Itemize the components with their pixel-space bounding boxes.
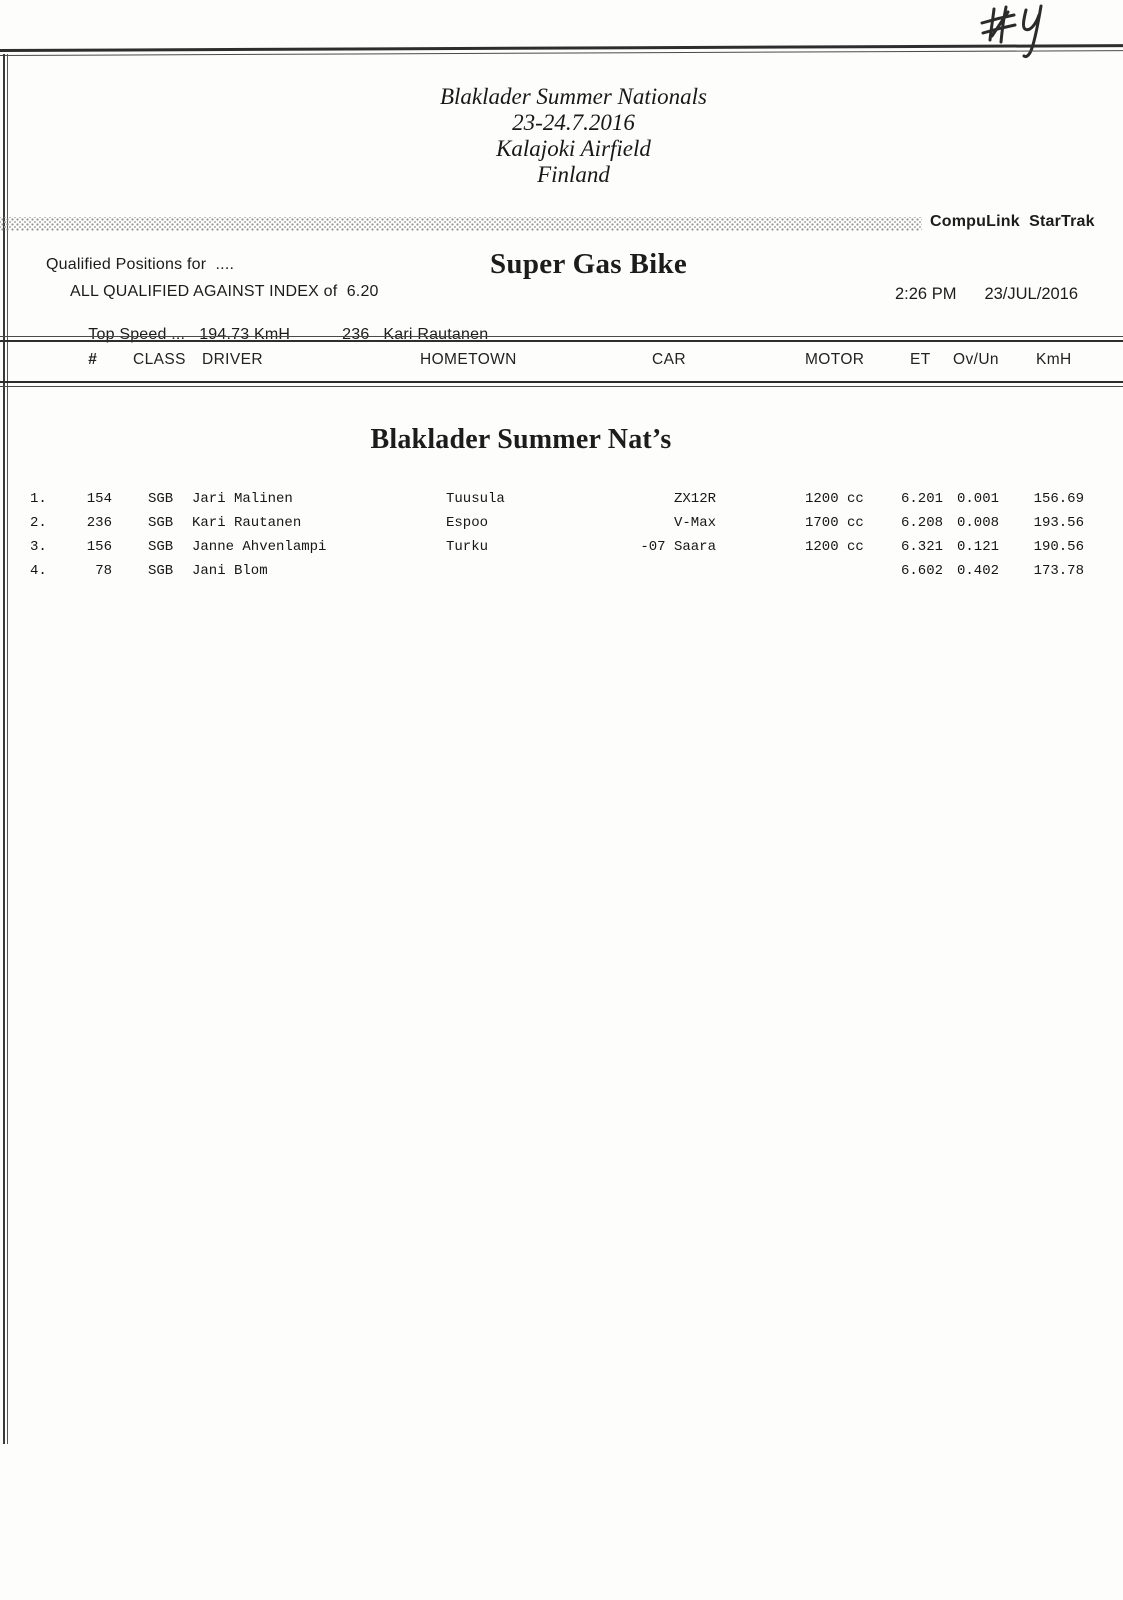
column-header-class: CLASS bbox=[133, 351, 186, 368]
category-title: Super Gas Bike bbox=[490, 248, 688, 280]
table-row bbox=[0, 535, 1123, 559]
cell-motor: 1200 cc bbox=[805, 491, 864, 507]
cell-driver: Kari Rautanen bbox=[192, 515, 302, 531]
column-header-position: # bbox=[88, 351, 98, 368]
event-title: Blaklader Summer Nationals bbox=[439, 84, 708, 109]
cell-ovun: 0.001 bbox=[956, 491, 999, 507]
column-header-motor: MOTOR bbox=[805, 351, 865, 368]
column-header-kmh: KmH bbox=[1036, 351, 1072, 368]
event-country: Finland bbox=[537, 162, 610, 187]
cell-number: 156 bbox=[86, 539, 112, 555]
table-header-bottom-rule bbox=[0, 381, 1123, 387]
event-dates: 23-24.7.2016 bbox=[512, 110, 635, 135]
cell-ovun: 0.008 bbox=[956, 515, 999, 531]
cell-ovun: 0.402 bbox=[956, 563, 999, 579]
column-header-hometown: HOMETOWN bbox=[420, 351, 517, 368]
cell-ovun: 0.121 bbox=[956, 539, 999, 555]
column-header-car: CAR bbox=[652, 351, 686, 368]
cell-number: 78 bbox=[95, 563, 112, 579]
handwritten-number-4-icon bbox=[978, 0, 1068, 62]
cell-driver: Jani Blom bbox=[192, 563, 268, 579]
table-row bbox=[0, 559, 1123, 583]
cell-et: 6.321 bbox=[900, 539, 943, 555]
top-speed-value: 194.73 KmH bbox=[199, 326, 291, 343]
cell-class: SGB bbox=[148, 563, 174, 579]
table-header-top-rule bbox=[0, 336, 1123, 342]
table-row bbox=[0, 511, 1123, 535]
results-table-body bbox=[0, 487, 1123, 583]
event-header bbox=[24, 84, 1123, 188]
cell-position: 4. bbox=[30, 563, 47, 579]
cell-kmh: 190.56 bbox=[1033, 539, 1084, 555]
cell-car: V-Max bbox=[673, 515, 716, 531]
halftone-separator-band bbox=[0, 217, 922, 231]
cell-hometown: Turku bbox=[446, 539, 489, 555]
column-header-et: ET bbox=[910, 351, 931, 368]
page-left-double-rule bbox=[3, 54, 8, 1444]
print-date: 23/JUL/2016 bbox=[984, 285, 1079, 303]
cell-hometown: Tuusula bbox=[446, 491, 505, 507]
cell-car: ZX12R bbox=[673, 491, 716, 507]
qualified-index-line: ALL QUALIFIED AGAINST INDEX of 6.20 bbox=[70, 283, 379, 300]
column-header-ovun: Ov/Un bbox=[953, 351, 999, 368]
cell-car: -07 Saara bbox=[640, 539, 716, 555]
page-top-double-rule bbox=[0, 44, 1123, 56]
qualified-positions-label: Qualified Positions for .... bbox=[46, 256, 235, 273]
print-time: 2:26 PM bbox=[895, 285, 957, 303]
cell-hometown: Espoo bbox=[446, 515, 489, 531]
handwritten-page-mark bbox=[978, 0, 1068, 62]
top-speed-label: Top Speed ... bbox=[88, 326, 186, 343]
top-speed-bike-number: 236 bbox=[342, 326, 370, 343]
cell-motor: 1700 cc bbox=[805, 515, 864, 531]
cell-number: 236 bbox=[86, 515, 112, 531]
cell-position: 3. bbox=[30, 539, 47, 555]
event-venue: Kalajoki Airfield bbox=[496, 136, 651, 161]
cell-et: 6.208 bbox=[900, 515, 943, 531]
cell-class: SGB bbox=[148, 491, 174, 507]
cell-number: 154 bbox=[86, 491, 112, 507]
cell-class: SGB bbox=[148, 515, 174, 531]
cell-kmh: 173.78 bbox=[1033, 563, 1084, 579]
table-row bbox=[0, 487, 1123, 511]
table-header-row bbox=[0, 351, 1123, 373]
cell-kmh: 156.69 bbox=[1033, 491, 1084, 507]
column-header-driver: DRIVER bbox=[202, 351, 263, 368]
top-speed-driver: Kari Rautanen bbox=[383, 326, 489, 343]
cell-motor: 1200 cc bbox=[805, 539, 864, 555]
cell-class: SGB bbox=[148, 539, 174, 555]
cell-kmh: 193.56 bbox=[1033, 515, 1084, 531]
print-time-date bbox=[895, 285, 1078, 304]
cell-driver: Jari Malinen bbox=[192, 491, 293, 507]
cell-et: 6.602 bbox=[900, 563, 943, 579]
section-title: Blaklader Summer Nat’s bbox=[370, 424, 672, 455]
cell-position: 2. bbox=[30, 515, 47, 531]
timing-system-name: CompuLink StarTrak bbox=[930, 213, 1095, 230]
cell-position: 1. bbox=[30, 491, 47, 507]
cell-et: 6.201 bbox=[900, 491, 943, 507]
cell-driver: Janne Ahvenlampi bbox=[192, 539, 327, 555]
